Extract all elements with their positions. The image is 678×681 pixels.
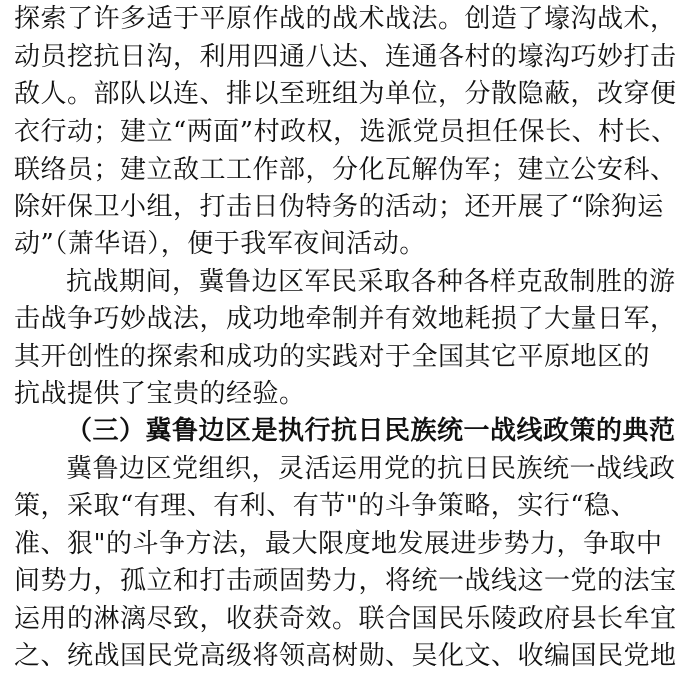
text-line: 之、统战国民党高级将领高树勋、吴化文、收编国民党地 (14, 641, 677, 671)
text-line: 联络员；建立敌工工作部，分化瓦解伪军；建立公安科、 (14, 155, 677, 185)
text-line: 衣行动；建立“两面”村政权，选派党员担任保长、村长、 (14, 117, 678, 147)
text-line: 除奸保卫小组，打击日伪特务的活动；还开展了“除狗运 (14, 192, 664, 222)
text-line: 敌人。部队以连、排以至班组为单位，分散隐蔽，改穿便 (14, 79, 677, 109)
text-line: 策，采取“有理、有利、有节"的斗争策略，实行“稳、 (14, 491, 638, 521)
text-line: 准、狠"的斗争方法，最大限度地发展进步势力，争取中 (14, 529, 663, 559)
paragraph-first-line: 抗战期间，冀鲁边区军民采取各种各样克敌制胜的游 (66, 267, 676, 297)
text-line: 其开创性的探索和成功的实践对于全国其它平原地区的 (14, 342, 651, 372)
paragraph-first-line: 冀鲁边区党组织，灵活运用党的抗日民族统一战线政 (66, 454, 676, 484)
text-line: 抗战提供了宝贵的经验。 (14, 379, 306, 409)
text-line: 动”（萧华语），便于我军夜间活动。 (14, 229, 426, 259)
text-line: 探索了许多适于平原作战的战术战法。创造了壕沟战术， (14, 4, 677, 34)
text-line: 运用的淋漓尽致，收获奇效。联合国民乐陵政府县长牟宜 (14, 604, 677, 634)
text-line: 间势力，孤立和打击顽固势力，将统一战线这一党的法宝 (14, 566, 677, 596)
text-line: 击战争巧妙战法，成功地牵制并有效地耗损了大量日军， (14, 304, 677, 334)
text-line: 动员挖抗日沟，利用四通八达、连通各村的壕沟巧妙打击 (14, 42, 677, 72)
section-heading: （三）冀鲁边区是执行抗日民族统一战线政策的典范 (66, 416, 676, 446)
